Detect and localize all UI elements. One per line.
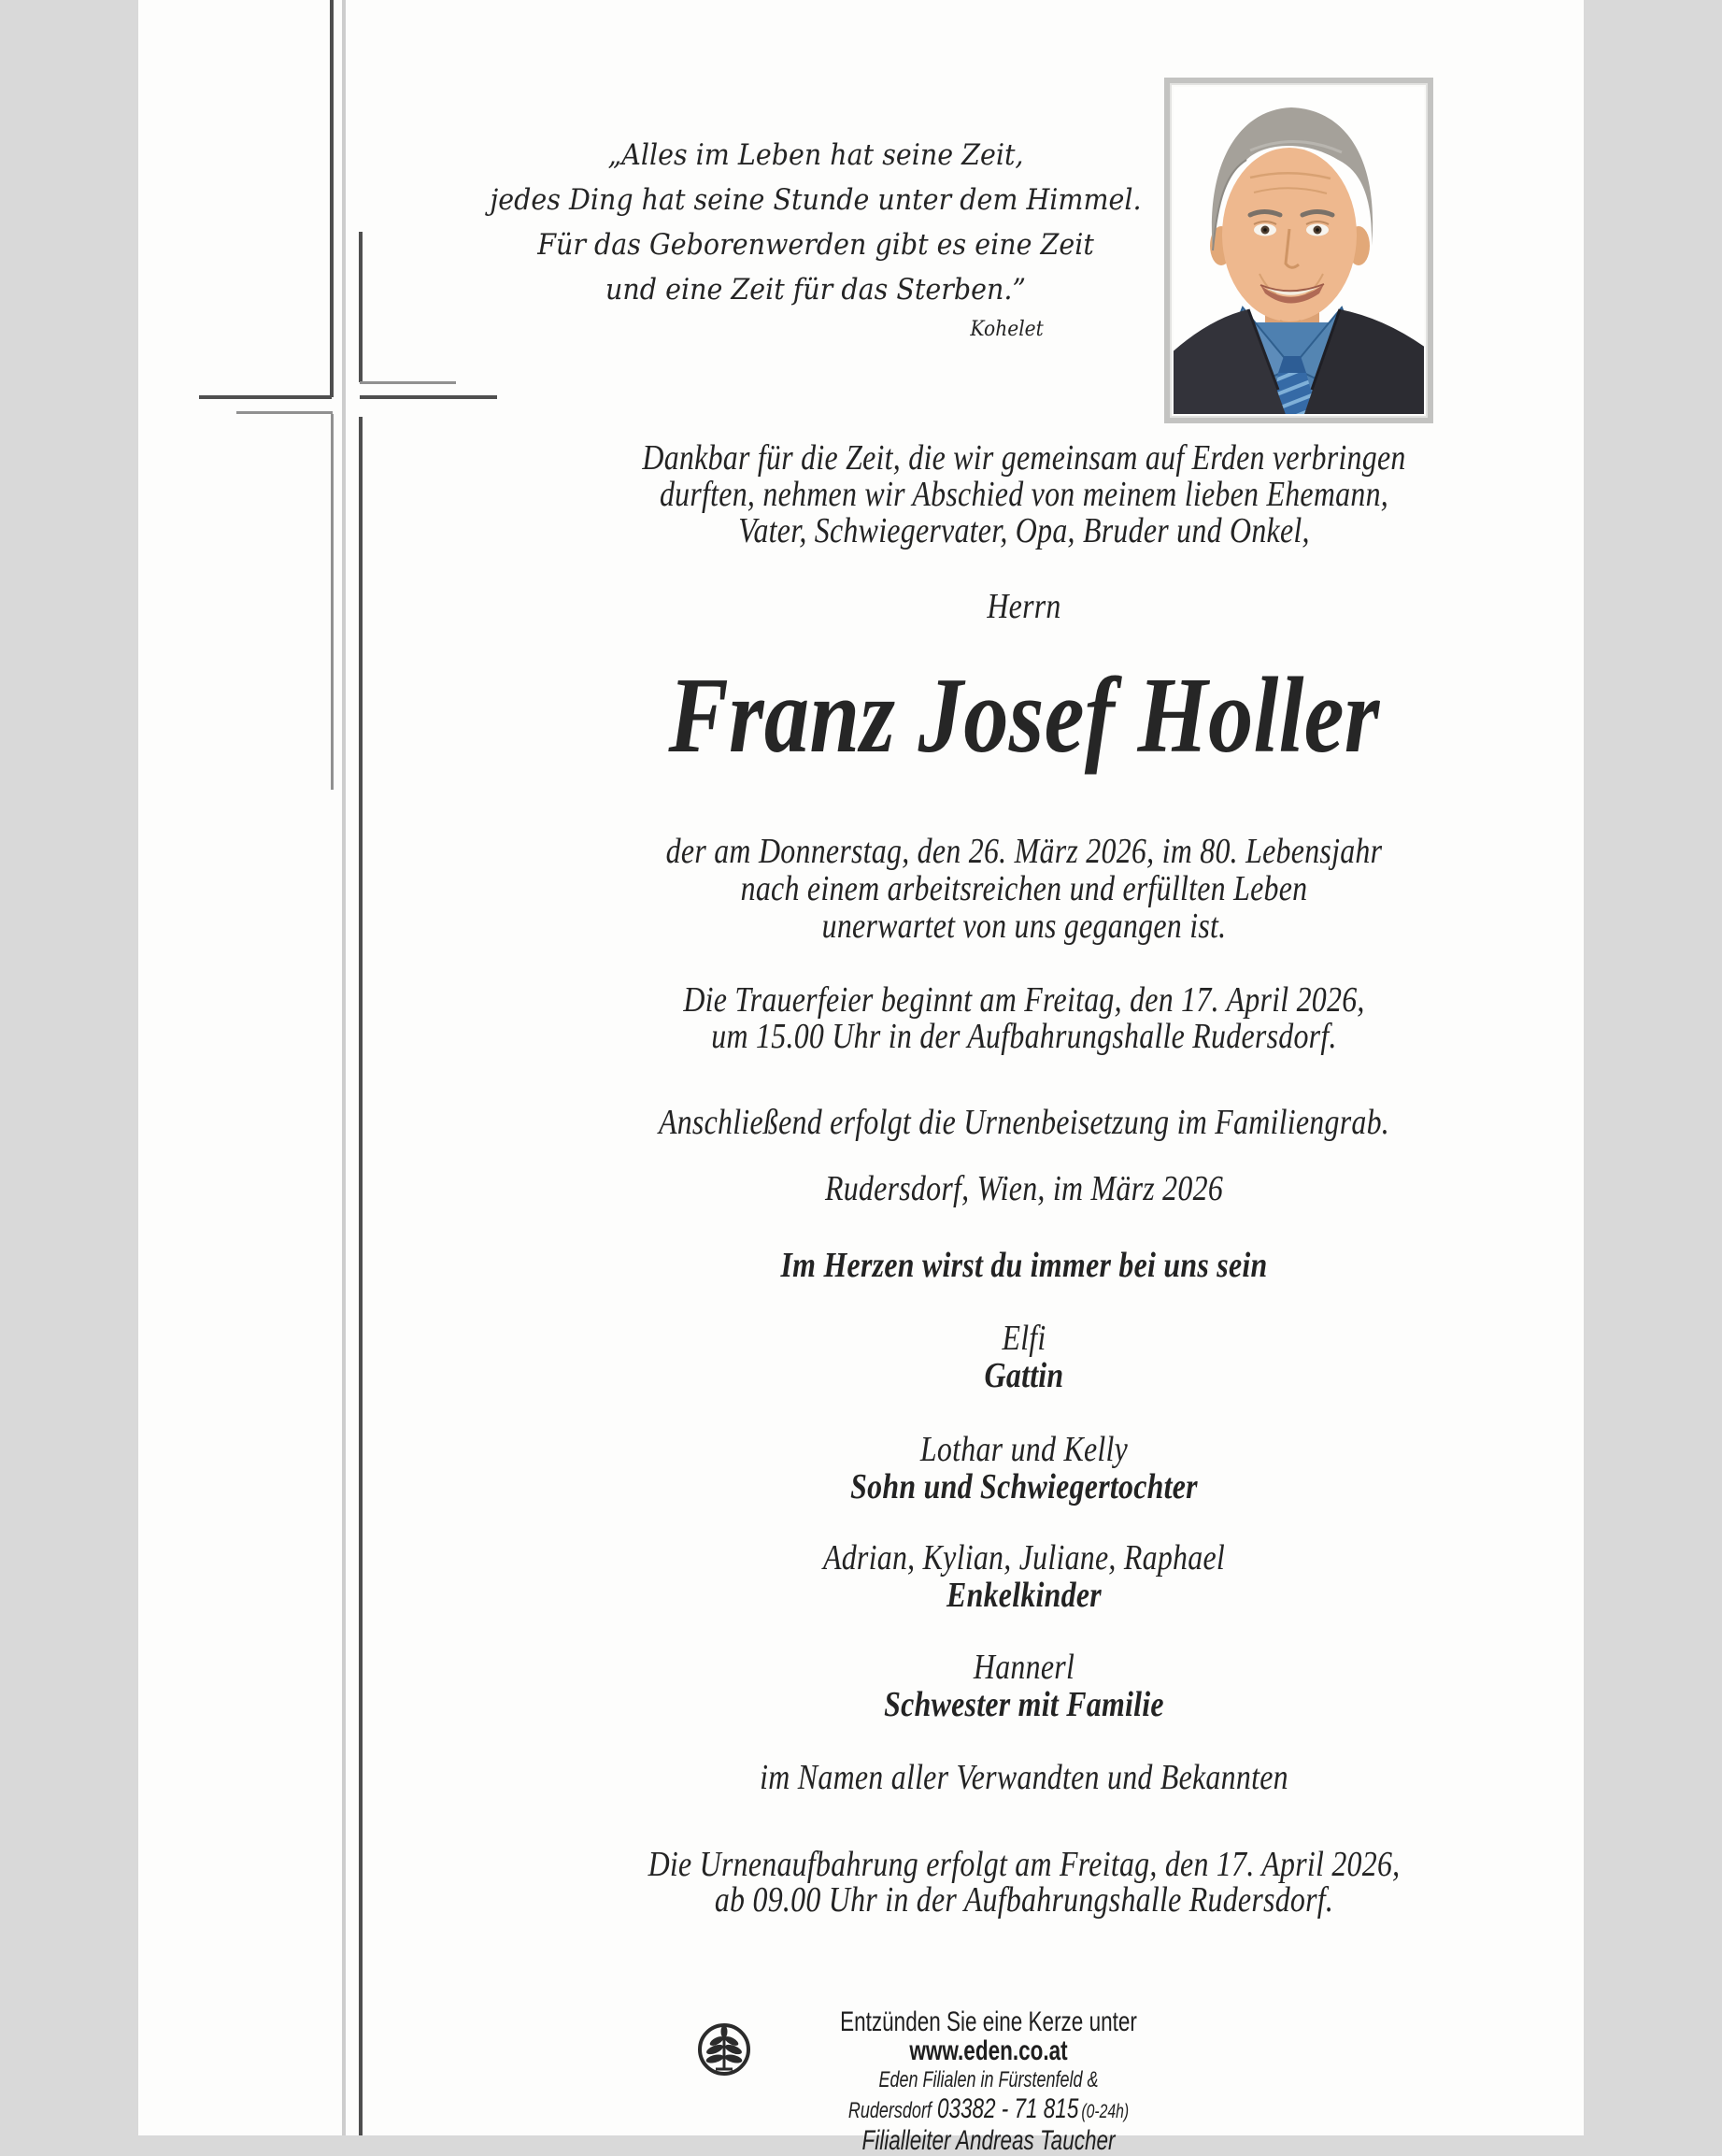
eden-leaf-logo-icon xyxy=(695,2020,753,2083)
ceremony-info xyxy=(280,982,1722,1055)
quote-line: Für das Geborenwerden gibt es eine Zeit xyxy=(537,228,1094,262)
mourner-relation: Enkelkinder xyxy=(946,1576,1102,1615)
death-notice-line: der am Donnerstag, den 26. März 2026, im 80. Lebensjahr xyxy=(665,832,1383,871)
mourner-names: Elfi xyxy=(1002,1319,1046,1358)
urn-burial-info: Anschließend erfolgt die Urnenbeisetzung im Familiengrab. xyxy=(658,1103,1390,1142)
urn-viewing-line: Die Urnenaufbahrung erfolgt am Freitag, den 17. April 2026, xyxy=(648,1845,1401,1884)
quote-attribution: Kohelet xyxy=(970,318,1044,341)
intro-line: durften, nehmen wir Abschied von meinem lieben Ehemann, xyxy=(659,475,1389,514)
branch-manager: Filialleiter Andreas Taucher xyxy=(861,2125,1116,2156)
portrait-photo xyxy=(1164,78,1433,423)
cross-vertical-right-dark-lower xyxy=(359,417,363,2135)
place-and-date: Rudersdorf, Wien, im März 2026 xyxy=(824,1169,1224,1208)
mourner-names: Hannerl xyxy=(973,1648,1075,1687)
deceased-name: Franz Josef Holler xyxy=(668,656,1380,775)
memorial-motto: Im Herzen wirst du immer bei uns sein xyxy=(780,1246,1268,1285)
intro-line: Vater, Schwiegervater, Opa, Bruder und Onkel, xyxy=(738,511,1310,550)
death-notice-line: unerwartet von uns gegangen ist. xyxy=(821,907,1227,946)
intro-line: Dankbar für die Zeit, die wir gemeinsam auf Erden verbringen xyxy=(642,438,1406,478)
quote-line: jedes Ding hat seine Stunde unter dem Himmel. xyxy=(490,183,1142,217)
cross-horizontal-dark-left xyxy=(199,395,332,399)
mourner-relation: Sohn und Schwiegertochter xyxy=(850,1467,1198,1506)
opening-hours: (0-24h) xyxy=(1081,2101,1130,2122)
mourner-relation: Gattin xyxy=(984,1356,1064,1395)
quote-line: und eine Zeit für das Sterben.” xyxy=(605,273,1026,307)
mourner-group xyxy=(280,1320,1722,1394)
phone-number: 03382 - 71 815 xyxy=(936,2093,1079,2124)
mourner-relation: Schwester mit Familie xyxy=(884,1685,1164,1724)
branches-line xyxy=(817,2065,1160,2126)
cross-horizontal-gray-lower xyxy=(236,411,333,414)
branches-text: Eden Filialen in Fürstenfeld & Rudersdorf xyxy=(847,2067,1099,2123)
mourner-group xyxy=(280,1649,1722,1723)
mourner-names: Lothar und Kelly xyxy=(919,1430,1129,1469)
urn-viewing-line: ab 09.00 Uhr in der Aufbahrungshalle Rudersdorf. xyxy=(714,1880,1334,1920)
closing-line: im Namen aller Verwandten und Bekannten xyxy=(760,1758,1288,1797)
salutation: Herrn xyxy=(987,587,1061,626)
cross-vertical-left-gray xyxy=(331,414,334,790)
obituary-card xyxy=(138,0,1584,2156)
candle-text: Entzünden Sie eine Kerze unter xyxy=(840,2006,1137,2037)
candle-line xyxy=(817,2007,1160,2065)
mourner-group xyxy=(280,1431,1722,1506)
cross-horizontal-gray-upper xyxy=(360,381,456,384)
quote-line: „Alles im Leben hat seine Zeit, xyxy=(607,138,1024,172)
death-notice xyxy=(280,833,1722,945)
cross-horizontal-dark-right xyxy=(360,395,497,399)
mourner-names: Adrian, Kylian, Juliane, Raphael xyxy=(822,1538,1226,1578)
urn-viewing-info xyxy=(280,1847,1722,1918)
funeral-home-website: www.eden.co.at xyxy=(909,2035,1068,2066)
mourner-group xyxy=(280,1539,1722,1614)
portrait-illustration xyxy=(1164,78,1433,423)
ceremony-line: um 15.00 Uhr in der Aufbahrungshalle Rudersdorf. xyxy=(711,1017,1337,1056)
ceremony-line: Die Trauerfeier beginnt am Freitag, den 17. April 2026, xyxy=(683,980,1365,1020)
farewell-intro xyxy=(280,440,1722,550)
death-notice-line: nach einem arbeitsreichen und erfüllten Leben xyxy=(740,869,1308,908)
funeral-home-footer xyxy=(817,2007,1160,2156)
